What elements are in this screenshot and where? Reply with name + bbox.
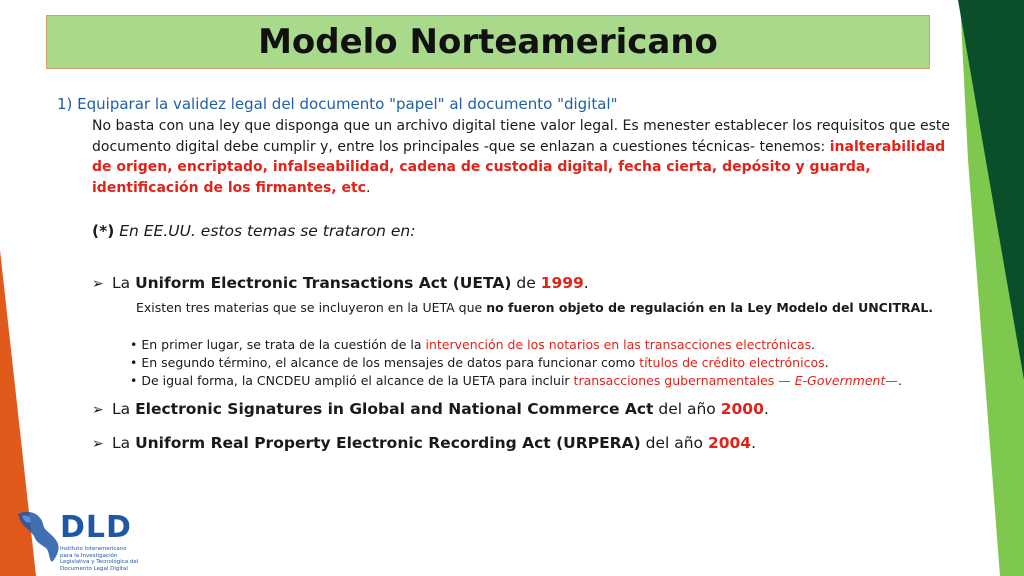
ueta-detail-bold: no fueron objeto de regulación en la Ley Modelo del UNCITRAL. — [486, 300, 934, 315]
paragraph-highlight: inalterabilidad de origen, encriptado, infalseabilidad, cadena de custodia digital, fecha cierta, depósito y guarda, identificación de los firmantes, etc — [92, 138, 946, 196]
bullet-text: • En primer lugar, se trata de la cuestión de la — [130, 337, 426, 352]
logo-wordmark: DLD — [60, 510, 132, 545]
list-item — [130, 354, 902, 372]
bullet-list — [130, 336, 902, 390]
act-year: 2004 — [707, 434, 752, 452]
body-paragraph — [92, 116, 962, 198]
item-prefix: La — [112, 400, 136, 418]
act-name: Electronic Signatures in Global and National Commerce Act — [135, 400, 654, 418]
arrow-icon: ➢ — [92, 436, 104, 452]
bullet-end: . — [811, 337, 816, 352]
act-name: Uniform Electronic Transactions Act (UETA) — [135, 274, 512, 292]
bullet-end: . — [824, 355, 829, 370]
item-end: . — [751, 434, 757, 452]
list-item-urpera — [92, 434, 756, 452]
section-heading: 1) Equiparar la validez legal del documento "papel" al documento "digital" — [57, 95, 618, 113]
list-item — [130, 336, 902, 354]
slide-title: Modelo Norteamericano — [258, 22, 718, 62]
list-item — [130, 372, 902, 390]
title-box — [46, 15, 930, 69]
arrow-icon: ➢ — [92, 276, 104, 292]
logo-subtitle: Instituto Interamericano para la Investigación Legislativa y Tecnológica del Documento Legal Digital — [60, 546, 139, 572]
paragraph-text: No basta con una ley que disponga que un archivo digital tiene valor legal. Es menester establecer los requisitos que este documento digital debe cumplir y, entre los principales -que se enlazan a cuestiones técnicas- tenemos: — [92, 118, 951, 155]
bullet-text: • En segundo término, el alcance de los mensajes de datos para funcionar como — [130, 355, 640, 370]
list-item-ueta — [92, 274, 589, 292]
ueta-detail — [136, 300, 933, 315]
act-name: Uniform Real Property Electronic Recording Act (URPERA) — [135, 434, 641, 452]
list-item-esign — [92, 400, 769, 418]
item-mid: de — [511, 274, 541, 292]
bullet-highlight: transacciones gubernamentales — — [573, 373, 795, 388]
note-mark: (*) — [92, 222, 115, 240]
item-mid: del año — [653, 400, 721, 418]
item-prefix: La — [112, 434, 136, 452]
bullet-highlight-italic: E-Government — [794, 373, 886, 388]
paragraph-end: . — [365, 179, 371, 196]
note-text: En EE.UU. estos temas se trataron en: — [114, 222, 416, 240]
item-prefix: La — [112, 274, 136, 292]
bullet-highlight-end: — — [885, 373, 898, 388]
ueta-detail-text: Existen tres materias que se incluyeron en la UETA que — [136, 300, 487, 315]
bullet-end: . — [897, 373, 902, 388]
note-line — [92, 222, 415, 240]
item-end: . — [583, 274, 589, 292]
bullet-highlight: intervención de los notarios en las transacciones electrónicas — [425, 337, 812, 352]
act-year: 1999 — [540, 274, 584, 292]
item-end: . — [763, 400, 769, 418]
act-year: 2000 — [720, 400, 764, 418]
item-mid: del año — [640, 434, 708, 452]
bullet-text: • De igual forma, la CNCDEU amplió el alcance de la UETA para incluir — [130, 373, 574, 388]
arrow-icon: ➢ — [92, 402, 104, 418]
bullet-highlight: títulos de crédito electrónicos — [639, 355, 825, 370]
